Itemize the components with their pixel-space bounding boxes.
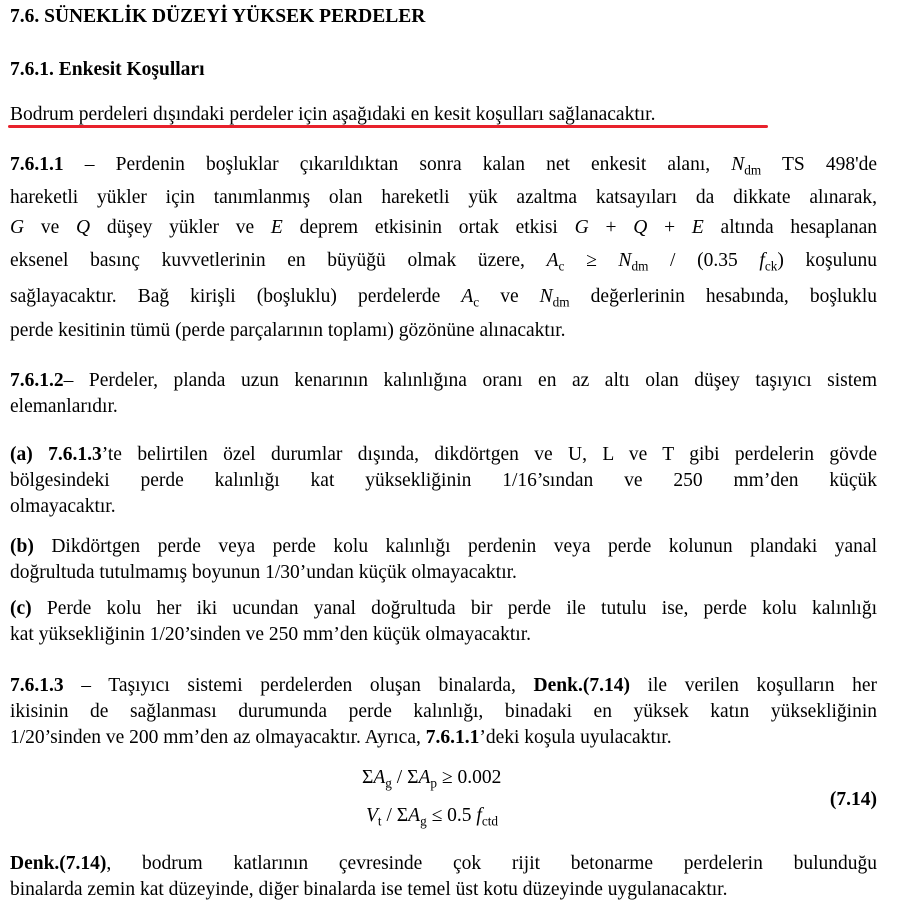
clause-reference: 7.6.1.3 <box>48 444 102 465</box>
equation-row-1: $\Sigma A_g / \Sigma A_p \ge 0.002$ <box>362 767 502 791</box>
clause-number: 7.6.1.3 <box>10 675 64 696</box>
math-ndm: $N_{dm}$ <box>731 154 762 178</box>
equation-reference: Denk.(7.14) <box>533 675 630 696</box>
clause-reference: 7.6.1.1 <box>425 727 480 748</box>
p1-line-1: 7.6.1.1 – Perdenin boşluklar çıkarıldıktan sonra kalan net enkesit alanı, $N_{dm}$ TS 498'de <box>10 154 878 178</box>
p4-line-2: binalarda zemin kat düzeyinde, diğer binalarda ise temel üst kotu düzeyinde uygulanacaktır. <box>10 879 728 900</box>
p1-line-5: sağlayacaktır. Bağ kirişli (boşluklu) perdelerde $A_c$ ve $N_{dm}$ değerlerinin hesabında, boşluklu <box>10 286 878 310</box>
p3-line-1: 7.6.1.3 – Taşıyıcı sistemi perdelerden oluşan binalarda, Denk.(7.14) ile verilen koşulların her <box>10 675 878 696</box>
pc-line-2: kat yüksekliğinin 1/20’sinden ve 250 mm’den küçük olmayacaktır. <box>10 624 531 645</box>
item-label-a: (a) <box>10 444 33 465</box>
math-ac: $A_c$ <box>461 286 480 310</box>
pc-line-1: (c) Perde kolu her iki ucundan yanal doğrultuda bir perde ile tutulu ise, perde kolu kalınlığı <box>10 598 877 619</box>
pb-line-2: doğrultuda tutulmamış boyunun 1/30’undan küçük olmayacaktır. <box>10 562 517 583</box>
p1-line-3: G ve Q düşey yükler ve E deprem etkisinin ortak etkisi G + Q + E altında hesaplanan <box>10 217 878 238</box>
item-label-c: (c) <box>10 598 32 619</box>
math-load-combination: G + Q + E <box>574 217 704 238</box>
pa-line-1: (a) 7.6.1.3’te belirtilen özel durumlar dışında, dikdörtgen ve U, L ve T gibi perdelerin gövde <box>10 444 877 465</box>
p1-line-4: eksenel basınç kuvvetlerinin en büyüğü olmak üzere, $A_c \ge N_{dm} / (0.35$ $f_{ck}$) koşulunu <box>10 250 877 274</box>
p1-line-2: hareketli yükler için tanımlanmış olan hareketli yük azaltma katsayıları da dikkate alınarak, <box>10 187 877 208</box>
math-ndm-2: $N_{dm}$ <box>539 286 570 310</box>
math-e: E <box>270 217 283 238</box>
p4-line-1: Denk.(7.14), bodrum katlarının çevresinde çok rijit betonarme perdelerin bulunduğu <box>10 853 877 874</box>
section-title: 7.6. SÜNEKLİK DÜZEYİ YÜKSEK PERDELER <box>10 6 426 27</box>
p2-line-2: elemanlarıdır. <box>10 396 118 417</box>
equation-reference: Denk.(7.14) <box>10 853 107 874</box>
math-g: G <box>10 217 25 238</box>
item-label-b: (b) <box>10 536 34 557</box>
math-q: Q <box>76 217 91 238</box>
pa-line-2: bölgesindeki perde kalınlığı kat yüksekliğinin 1/16’sından ve 250 mm’den küçük <box>10 470 877 491</box>
equation-row-2: $V_t / \Sigma A_g \le 0.5$ $f_{ctd}$ <box>366 805 498 829</box>
math-area-condition: $A_c \ge N_{dm} / (0.35$ $f_{ck}$) <box>546 250 784 274</box>
pa-line-3: olmayacaktır. <box>10 496 116 517</box>
p3-line-2: ikisinin de sağlanması durumunda perde kalınlığı, binadaki en yüksek katın yüksekliğinin <box>10 701 877 722</box>
p3-line-3: 1/20’sinden ve 200 mm’den az olmayacaktır. Ayrıca, 7.6.1.1’deki koşula uyulacaktır. <box>10 727 672 748</box>
equation-number: (7.14) <box>829 789 877 810</box>
p1-line-6: perde kesitinin tümü (perde parçalarının toplamı) gözönüne alınacaktır. <box>10 320 566 341</box>
p2-line-1: 7.6.1.2– Perdeler, planda uzun kenarının kalınlığına oranı en az altı olan düşey taşıyıcı sistem <box>10 370 877 391</box>
intro-sentence: Bodrum perdeleri dışındaki perdeler için aşağıdaki en kesit koşulları sağlanacaktır. <box>10 104 656 125</box>
pb-line-1: (b) Dikdörtgen perde veya perde kolu kalınlığı perdenin veya perde kolunun plandaki yanal <box>10 536 877 557</box>
subsection-title: 7.6.1. Enkesit Koşulları <box>10 59 205 80</box>
red-underline-annotation <box>8 125 768 128</box>
clause-number: 7.6.1.2 <box>10 370 64 391</box>
clause-number: 7.6.1.1 <box>10 154 64 175</box>
